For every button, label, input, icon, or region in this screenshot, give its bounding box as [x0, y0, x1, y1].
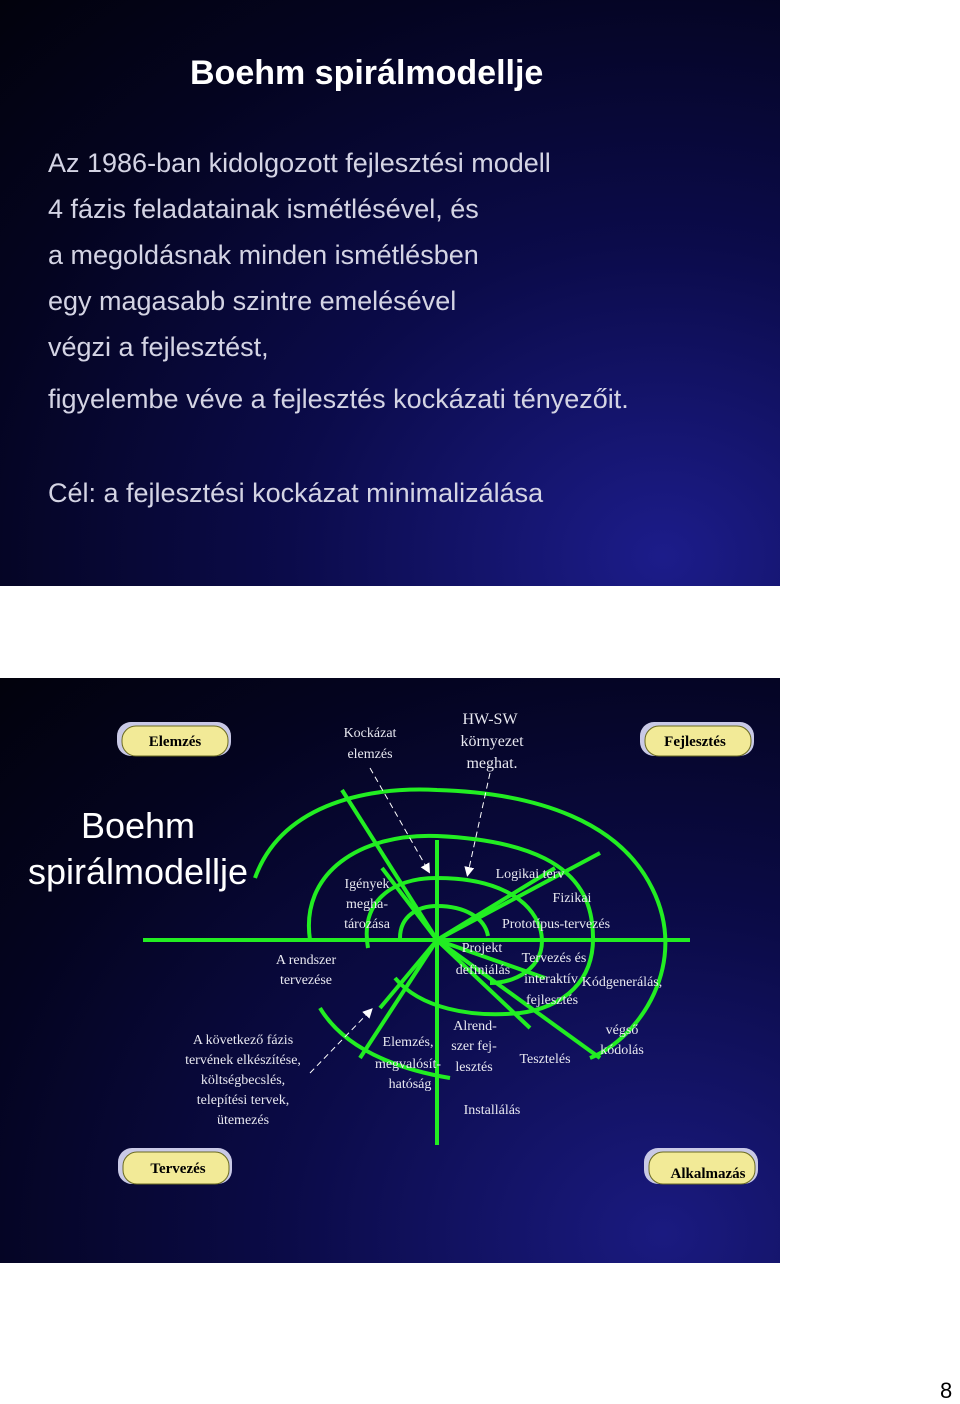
label-kovetkezo-4: telepítési tervek, [196, 1093, 290, 1108]
label-tervezes-int-2: interaktív [524, 972, 578, 987]
label-elemzes-m-2: megvalósít- [374, 1057, 442, 1072]
label-igenyek-1: Igények [344, 877, 390, 892]
label-kockazat-1: Kockázat [343, 726, 397, 741]
label-alrend-1: Alrend- [453, 1019, 497, 1034]
text-line-5: végzi a fejlesztést, [48, 332, 269, 362]
label-tervezes-int-3: fejlesztés [525, 993, 579, 1008]
quadrant-fejlesztes [640, 722, 754, 756]
label-kodgen-3: kódolás [600, 1043, 644, 1058]
text-line-2: 4 fázis feladatainak ismétlésével, és [48, 194, 479, 224]
label-igenyek-2: megha- [346, 897, 388, 912]
text-line-1: Az 1986-ban kidolgozott fejlesztési modell [48, 148, 551, 178]
label-fizikai: Fizikai [552, 891, 592, 906]
goal-line: Cél: a fejlesztési kockázat minimalizálása [48, 478, 544, 508]
slide-1 [0, 0, 780, 586]
quadrant-label-tervezes: Tervezés [150, 1161, 206, 1177]
label-elemzes-m-1: Elemzés, [382, 1035, 434, 1050]
text-line-3: a megoldásnak minden ismétlésben [48, 240, 479, 270]
label-kovetkezo-3: költségbecslés, [200, 1073, 286, 1088]
label-kovetkezo-1: A következő fázis [192, 1033, 294, 1048]
label-hwsw-3: meghat. [466, 755, 518, 772]
label-hwsw-2: környezet [460, 733, 524, 750]
quadrant-elemzes [117, 722, 231, 756]
label-kodgen-2: végső [605, 1023, 639, 1038]
quadrant-label-alkalmazas: Alkalmazás [670, 1166, 746, 1182]
label-logikai: Logikai terv [495, 867, 565, 882]
label-prototipus: Prototípus-tervezés [501, 917, 611, 932]
spiral-diagram [0, 678, 780, 1263]
label-installalas: Installálás [463, 1103, 521, 1118]
label-tervezes-int-1: Tervezés és [521, 951, 587, 966]
label-kovetkezo-5: ütemezés [216, 1113, 270, 1128]
quadrant-tervezes [118, 1148, 232, 1184]
label-kodgen-1: Kódgenerálás, [581, 975, 663, 990]
quadrant-label-elemzes: Elemzés [148, 734, 202, 750]
slide-2-title-line-2: spirálmodellje [27, 851, 249, 892]
slide-2 [0, 678, 780, 1263]
label-kovetkezo-2: tervének elkészítése, [185, 1053, 301, 1068]
slide-title: Boehm spirálmodellje [190, 54, 544, 92]
label-elemzes-m-3: hatóság [388, 1077, 432, 1092]
label-alrend-2: szer fej- [451, 1039, 497, 1054]
label-kockazat-2: elemzés [347, 747, 393, 762]
quadrant-alkalmazas [644, 1148, 758, 1184]
label-teszteles: Tesztelés [519, 1052, 571, 1067]
label-hwsw-1: HW-SW [462, 711, 518, 728]
label-rendszer-2: tervezése [279, 973, 333, 988]
text-line-4: egy magasabb szintre emelésével [48, 286, 457, 316]
label-rendszer-1: A rendszer [275, 953, 337, 968]
page-number: 8 [940, 1378, 953, 1403]
slide-2-title-line-1: Boehm [80, 805, 196, 846]
label-projekt-2: definiálás [455, 963, 511, 978]
quadrant-label-fejlesztes: Fejlesztés [664, 734, 726, 750]
label-igenyek-3: tározása [344, 917, 390, 932]
label-alrend-3: lesztés [455, 1060, 493, 1075]
label-projekt-1: Projekt [461, 941, 503, 956]
text-line-6: figyelembe véve a fejlesztés kockázati tényezőit. [48, 384, 629, 414]
